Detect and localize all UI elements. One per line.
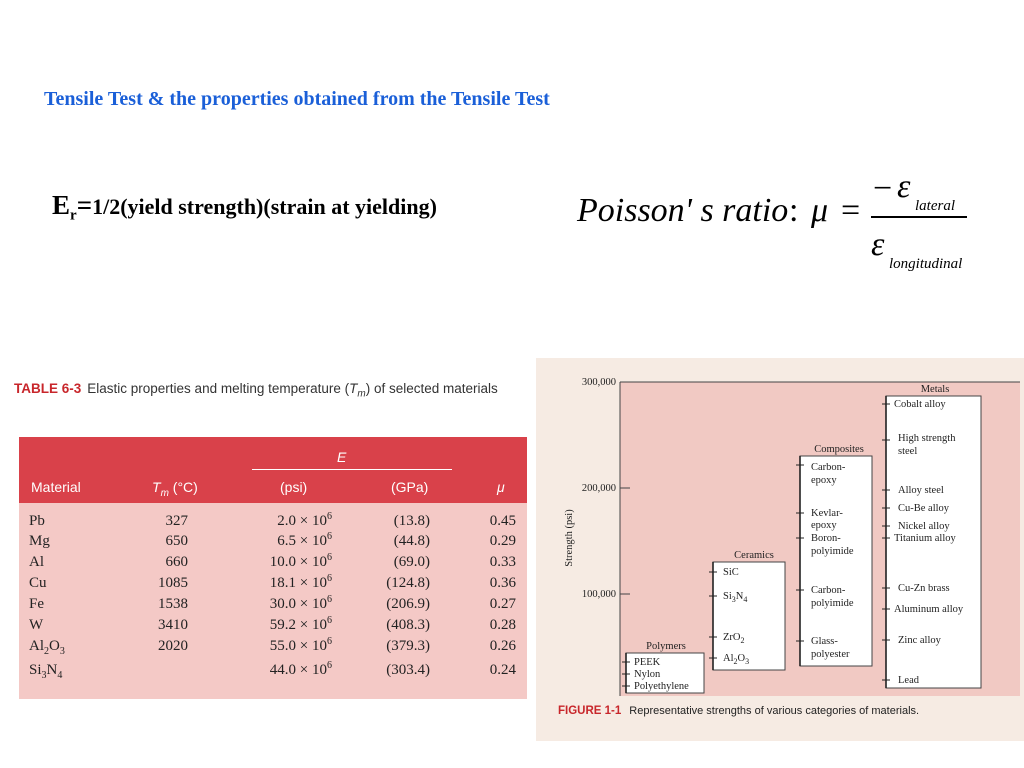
composite-carbon-polyimide: Carbon-: [811, 585, 846, 596]
poisson-minus: −: [873, 170, 893, 207]
fraction-bar: [871, 216, 967, 218]
cell-mu: 0.45: [489, 513, 516, 529]
category-composites: Composites: [814, 444, 864, 455]
table-header: [19, 437, 527, 503]
resilience-symbol: E: [52, 190, 71, 220]
composite-kevlar: Kevlar-: [811, 508, 843, 519]
poisson-ratio-formula: [575, 170, 975, 280]
ceramic-sic: SiC: [723, 567, 739, 578]
composites-bar: [800, 456, 872, 666]
composite-carbon-polyimide-2: polyimide: [811, 598, 854, 609]
metal-lead: Lead: [898, 675, 919, 686]
poisson-epsilon-denominator: ε: [871, 226, 885, 263]
header-psi: (psi): [280, 479, 308, 495]
poisson-equals: =: [841, 192, 861, 229]
table-caption-text: Elastic properties and melting temperature (: [87, 381, 350, 396]
cell-gpa: (124.8): [386, 575, 430, 591]
cell-psi: $6.5 \times 10^6$: [277, 531, 332, 549]
cell-mu: 0.27: [489, 596, 516, 612]
ceramic-si3n4: $Si_3N_4$: [723, 591, 748, 604]
header-e-rule: [252, 469, 452, 470]
table-caption: [14, 378, 524, 399]
metal-aluminum: Aluminum alloy: [894, 604, 964, 615]
table-caption-tm-sub: m: [357, 388, 366, 400]
header-mu: μ: [497, 479, 505, 495]
figure-label: FIGURE 1-1: [558, 705, 622, 717]
metal-cube: Cu-Be alloy: [898, 503, 950, 514]
composite-carbon-epoxy-2: epoxy: [811, 475, 837, 486]
metal-cobalt: Cobalt alloy: [894, 399, 946, 410]
category-ceramics: Ceramics: [734, 550, 774, 561]
cell-gpa: (408.3): [386, 617, 430, 633]
figure-caption-text: Representative strengths of various categories of materials.: [629, 705, 920, 717]
cell-gpa: (206.9): [386, 596, 430, 612]
cell-psi: $44.0 \times 10^6$: [269, 660, 332, 678]
cell-psi: $2.0 \times 10^6$: [277, 511, 332, 529]
cell-tm: 1085: [158, 575, 188, 591]
table-row: [0, 596, 532, 616]
table-row: [0, 533, 532, 553]
cell-gpa: (44.8): [393, 533, 430, 549]
metal-zinc: Zinc alloy: [898, 635, 941, 646]
resilience-equals: =: [76, 190, 93, 220]
composite-glass: Glass-: [811, 636, 838, 647]
cell-psi: $18.1 \times 10^6$: [269, 573, 332, 591]
cell-tm: 2020: [158, 638, 188, 654]
cell-tm: 1538: [158, 596, 188, 612]
polymer-polyethylene: Polyethylene: [634, 681, 689, 692]
cell-psi: $10.0 \times 10^6$: [269, 552, 332, 570]
table-row: [0, 638, 532, 658]
cell-material: W: [29, 617, 44, 633]
table-row: [0, 662, 532, 682]
header-e: E: [337, 449, 347, 465]
polymer-peek: PEEK: [634, 657, 661, 668]
table-label: TABLE 6-3: [14, 381, 82, 396]
composite-boron-2: polyimide: [811, 546, 854, 557]
composite-kevlar-2: epoxy: [811, 520, 837, 531]
poisson-numerator-subscript: lateral: [915, 198, 955, 214]
table-row: [0, 617, 532, 637]
cell-gpa: (379.3): [386, 638, 430, 654]
slide-title: Tensile Test & the properties obtained from the Tensile Test: [44, 88, 550, 110]
tick-label-100000: 100,000: [581, 589, 616, 600]
metal-cuzn: Cu-Zn brass: [898, 583, 950, 594]
cell-material: Fe: [29, 596, 44, 612]
cell-mu: 0.26: [489, 638, 516, 654]
header-gpa: (GPa): [391, 479, 429, 495]
strength-chart: [536, 358, 1024, 741]
tick-label-300000: 300,000: [581, 377, 616, 388]
table-row: [0, 554, 532, 574]
cell-material: $Si_3N_4$: [29, 662, 63, 681]
resilience-subscript: r: [70, 207, 77, 224]
category-polymers: Polymers: [646, 641, 686, 652]
metal-titanium: Titanium alloy: [894, 533, 956, 544]
resilience-equation: [52, 190, 437, 224]
y-axis-label: Strength (psi): [564, 509, 575, 567]
cell-mu: 0.28: [489, 617, 516, 633]
metal-nickel: Nickel alloy: [898, 521, 950, 532]
cell-material: Al: [29, 554, 44, 570]
cell-gpa: (303.4): [386, 662, 430, 678]
cell-material: Pb: [29, 513, 45, 529]
metal-high-strength-steel: steel: [898, 446, 918, 457]
cell-mu: 0.36: [489, 575, 516, 591]
figure-caption: [558, 705, 919, 717]
composite-glass-2: polyester: [811, 649, 850, 660]
polymer-nylon: Nylon: [634, 669, 661, 680]
poisson-mu: μ: [811, 192, 829, 229]
tick-label-200000: 200,000: [581, 483, 616, 494]
cell-gpa: (69.0): [393, 554, 430, 570]
cell-material: Cu: [29, 575, 47, 591]
table-row: [0, 575, 532, 595]
cell-psi: $30.0 \times 10^6$: [269, 594, 332, 612]
poisson-epsilon-numerator: ε: [897, 168, 911, 205]
ceramic-zro2: ZrO$_2$: [723, 632, 745, 645]
cell-psi: $55.0 \times 10^6$: [269, 636, 332, 654]
resilience-expression: 1/2(yield strength)(strain at yielding): [92, 194, 437, 219]
cell-material: Mg: [29, 533, 50, 549]
poisson-colon: :: [789, 192, 799, 229]
cell-mu: 0.24: [489, 662, 516, 678]
cell-tm: 3410: [158, 617, 188, 633]
table-caption-end: ) of selected materials: [365, 381, 498, 396]
header-tm: $T_m$ (°C): [152, 479, 198, 499]
composite-carbon-epoxy: Carbon-: [811, 462, 846, 473]
cell-mu: 0.29: [489, 533, 516, 549]
table-caption-tm: T: [349, 381, 358, 396]
table-row: [0, 513, 532, 533]
cell-tm: 650: [165, 533, 188, 549]
cell-psi: $59.2 \times 10^6$: [269, 615, 332, 633]
cell-tm: 327: [165, 513, 188, 529]
category-metals: Metals: [920, 384, 950, 395]
composite-boron: Boron-: [811, 533, 841, 544]
metal-high-strength: High strength: [898, 433, 956, 444]
ceramic-al2o3: $Al_2O_3$: [723, 653, 750, 666]
cell-material: $Al_2O_3$: [29, 638, 65, 657]
cell-mu: 0.33: [489, 554, 516, 570]
cell-tm: 660: [165, 554, 188, 570]
poisson-label: Poisson' s ratio: [577, 192, 789, 229]
poisson-denominator-subscript: longitudinal: [889, 256, 963, 272]
metal-alloy-steel: Alloy steel: [898, 485, 944, 496]
cell-gpa: (13.8): [393, 513, 430, 529]
header-material: Material: [31, 479, 81, 495]
